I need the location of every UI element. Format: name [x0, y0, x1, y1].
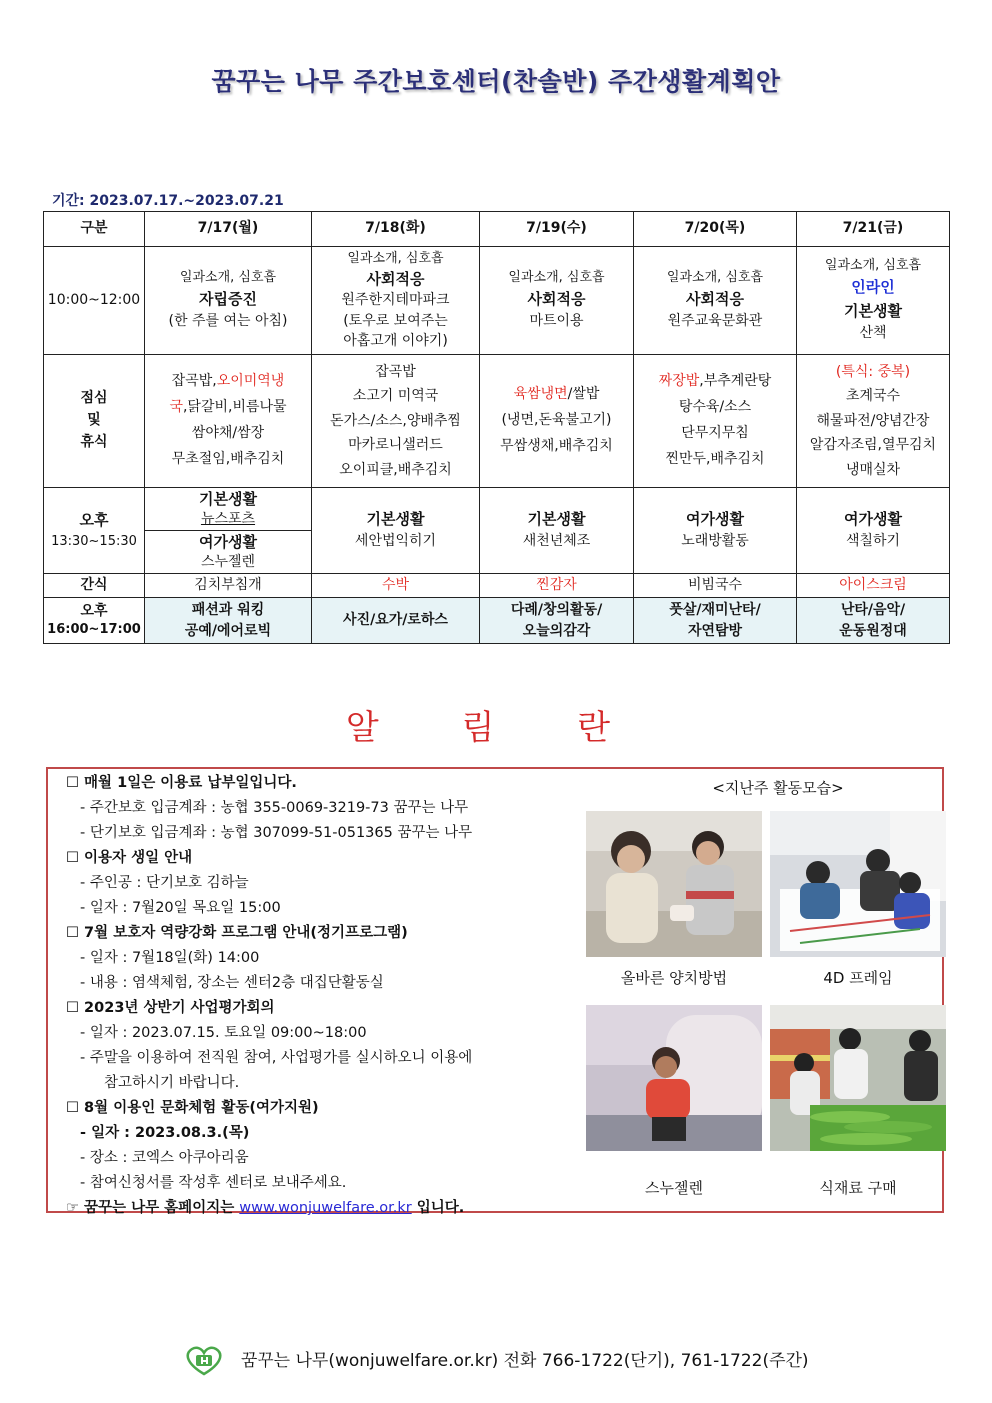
- notice-item: - 일자 : 7월18일(화) 14:00: [80, 950, 260, 966]
- cell-wed-late: 다례/창의활동/ 오늘의감각: [480, 598, 634, 644]
- cell-thu-lunch: 짜장밥,부추계란탕 탕수육/소스 단무지무침 찐만두,배추김치: [634, 355, 797, 488]
- cell-tue-lunch: 잡곡밥 소고기 미역국 돈가스/소스,양배추찜 마카로니샐러드 오이피클,배추김치: [312, 355, 480, 488]
- notice-item: - 일자 : 7월20일 목요일 15:00: [80, 900, 281, 916]
- notice-head: ☐ 2023년 상반기 사업평가회의: [66, 1000, 275, 1016]
- row-label: 간식: [44, 574, 145, 598]
- weekly-schedule-table: [43, 211, 950, 644]
- page-title: 꿈꾸는 나무 주간보호센터(찬솔반) 주간생활계획안: [211, 67, 781, 96]
- cell-tue-snack: 수박: [312, 574, 480, 598]
- homepage-link[interactable]: www.wonjuwelfare.or.kr: [239, 1200, 412, 1216]
- cell-mon-morning: 일과소개, 심호흡 자립증진 (한 주를 여는 아침): [145, 247, 312, 355]
- cell-wed-morning: 일과소개, 심호흡 사회적응 마트이용: [480, 247, 634, 355]
- notice-item: - 일자 : 2023.08.3.(목): [80, 1125, 250, 1141]
- header-cell: 7/17(월): [145, 212, 312, 247]
- header-cell: 구분: [44, 212, 145, 247]
- footer: [0, 1346, 992, 1376]
- cell-mon-afternoon-bottom: 여가생활 스누젤렌: [145, 531, 312, 574]
- cell-tue-afternoon: 기본생활 세안법익히기: [312, 488, 480, 574]
- cell-fri-afternoon: 여가생활 색칠하기: [797, 488, 950, 574]
- table-header-row: [44, 212, 950, 247]
- notice-item: - 주말을 이용하여 전직원 참여, 사업평가를 실시하오니 이용에: [80, 1050, 473, 1066]
- notice-item: - 주간보호 입금계좌 : 농협 355-0069-3219-73 꿈꾸는 나무: [80, 800, 469, 816]
- cell-fri-snack: 아이스크림: [797, 574, 950, 598]
- header-cell: 7/20(목): [634, 212, 797, 247]
- cell-mon-lunch: 잡곡밥,오이미역냉 국,닭갈비,비름나물 쌈야채/쌈장 무초절임,배추김치: [145, 355, 312, 488]
- header-cell: 7/19(수): [480, 212, 634, 247]
- notice-item: - 단기보호 입금계좌 : 농협 307099-51-051365 꿈꾸는 나무: [80, 825, 473, 841]
- row-label: 10:00~12:00: [44, 247, 145, 355]
- notice-heading: 알 림 란: [345, 708, 647, 748]
- photo-4d-frame: [770, 811, 946, 957]
- cell-mon-afternoon-top: 기본생활 뉴스포츠: [145, 488, 312, 531]
- notice-item: - 주인공 : 단기보호 김하늘: [80, 875, 249, 891]
- header-cell: 7/21(금): [797, 212, 950, 247]
- row-label: 오후 13:30~15:30: [44, 488, 145, 574]
- cell-thu-afternoon: 여가생활 노래방활동: [634, 488, 797, 574]
- notice-item: - 내용 : 염색체험, 장소는 센터2층 대집단활동실: [80, 975, 384, 991]
- cell-tue-late: 사진/요가/로하스: [312, 598, 480, 644]
- cell-mon-late: 패션과 워킹 공예/에어로빅: [145, 598, 312, 644]
- table-row-snack: [44, 574, 950, 598]
- notice-box: [46, 767, 944, 1216]
- table-row-afternoon: [44, 488, 950, 531]
- photo-caption: 식재료 구매: [819, 1179, 897, 1197]
- notice-item: - 장소 : 코엑스 아쿠아리움: [80, 1150, 249, 1166]
- notice-head: ☐ 7월 보호자 역량강화 프로그램 안내(정기프로그램): [66, 925, 408, 941]
- cell-wed-afternoon: 기본생활 새천년체조: [480, 488, 634, 574]
- notice-head: ☐ 이용자 생일 안내: [66, 850, 193, 866]
- notice-head: ☐ 매월 1일은 이용료 납부일입니다.: [66, 775, 297, 791]
- notice-item: 참고하시기 바랍니다.: [104, 1075, 240, 1091]
- cell-fri-morning: 일과소개, 심호흡 인라인 기본생활 산책: [797, 247, 950, 355]
- photo-caption: 4D 프레임: [823, 969, 893, 987]
- row-label: 점심 및 휴식: [44, 355, 145, 488]
- cell-tue-morning: 일과소개, 심호흡 사회적응 원주한지테마파크 (토우로 보여주는 아홉고개 이야기): [312, 247, 480, 355]
- cell-wed-lunch: 육쌈냉면/쌀밥 (냉면,돈육불고기) 무쌈생채,배추김치: [480, 355, 634, 488]
- notice-item: - 일자 : 2023.07.15. 토요일 09:00~18:00: [80, 1025, 367, 1041]
- photo-snoezelen: [586, 1005, 762, 1151]
- cell-wed-snack: 찐감자: [480, 574, 634, 598]
- heart-logo-icon: [183, 1346, 225, 1376]
- cell-thu-snack: 비빔국수: [634, 574, 797, 598]
- cell-fri-lunch: (특식: 중복) 초계국수 해물파전/양념간장 알감자조림,열무김치 냉매실차: [797, 355, 950, 488]
- photo-grocery: [770, 1005, 946, 1151]
- cell-thu-morning: 일과소개, 심호흡 사회적응 원주교육문화관: [634, 247, 797, 355]
- period-label: 기간: 2023.07.17.~2023.07.21: [52, 193, 284, 209]
- notice-list: [66, 771, 596, 1221]
- row-label: 오후 16:00~17:00: [44, 598, 145, 644]
- cell-mon-snack: 김치부침개: [145, 574, 312, 598]
- photo-caption: 스누젤렌: [645, 1179, 703, 1197]
- notice-item: - 참여신청서를 작성후 센터로 보내주세요.: [80, 1175, 347, 1191]
- table-row-morning: [44, 247, 950, 355]
- table-row-lunch: [44, 355, 950, 488]
- cell-thu-late: 풋살/재미난타/ 자연탐방: [634, 598, 797, 644]
- photos-title: <지난주 활동모습>: [712, 779, 844, 797]
- table-row-late: [44, 598, 950, 644]
- photo-caption: 올바른 양치방법: [620, 969, 728, 987]
- cell-fri-late: 난타/음악/ 운동원정대: [797, 598, 950, 644]
- header-cell: 7/18(화): [312, 212, 480, 247]
- notice-head: ☐ 8월 이용인 문화체험 활동(여가지원): [66, 1100, 319, 1116]
- footer-text: 꿈꾸는 나무(wonjuwelfare.or.kr) 전화 766-1722(단기), 761-1722(주간): [240, 1351, 809, 1371]
- photo-toothbrushing: [586, 811, 762, 957]
- homepage-line: ☞ 꿈꾸는 나무 홈페이지는 www.wonjuwelfare.or.kr 입니다.: [66, 1200, 465, 1216]
